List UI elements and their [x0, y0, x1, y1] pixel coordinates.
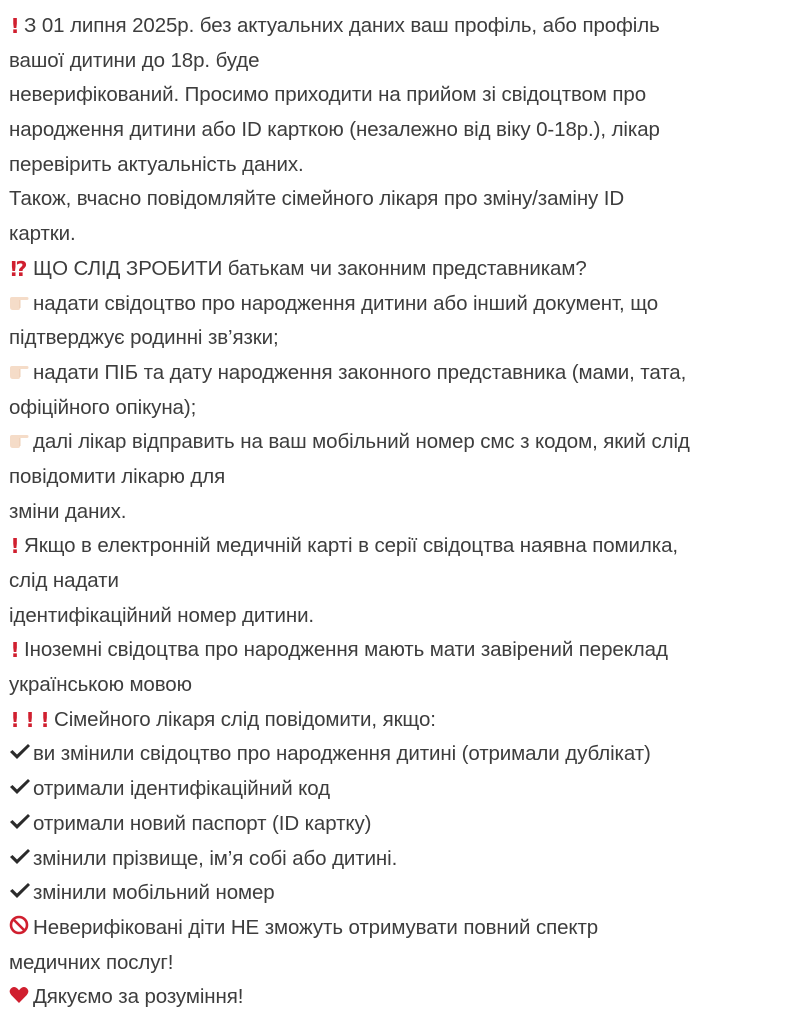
paragraph-line: картки.: [9, 222, 76, 246]
list-item: надати ПІБ та дату народження законного представника (мами, тата,: [9, 356, 804, 391]
red-exclamation-icon: !: [10, 534, 20, 559]
paragraph-line: українською мовою: [9, 673, 192, 697]
paragraph-line: народження дитини або ID карткою (незалежно від віку 0-18р.), лікар: [9, 118, 660, 142]
list-item-continued: повідомити лікарю для: [9, 464, 226, 488]
check-mark-icon: [9, 743, 29, 761]
red-exclamation-icon: !: [10, 14, 20, 38]
check-mark-icon: [9, 882, 29, 900]
warning-line: медичних послуг!: [9, 950, 174, 974]
paragraph-line: вашої дитини до 18р. буде: [9, 48, 260, 72]
check-mark-icon: [9, 778, 29, 796]
red-exclamation-icon: !: [40, 707, 50, 732]
paragraph-line: ! Якщо в електронній медичній карті в серії свідоцтва наявна помилка,: [9, 529, 804, 564]
checklist-item: отримали новий паспорт (ID картку): [9, 807, 804, 842]
red-heart-icon: [9, 986, 29, 1004]
checklist-item: ви змінили свідоцтво про народження дитині (отримали дублікат): [9, 737, 804, 772]
check-mark-icon: [9, 813, 29, 831]
paragraph-line: перевірить актуальність даних.: [9, 152, 304, 176]
pointing-right-hand-icon: [9, 431, 29, 449]
section-heading: ! ! ! Сімейного лікаря слід повідомити, якщо:: [9, 703, 804, 738]
red-exclamation-icon: !: [10, 707, 20, 732]
paragraph-line: слід надати: [9, 569, 119, 592]
paragraph-line: Також, вчасно повідомляйте сімейного лікаря про зміну/заміну ID: [9, 187, 625, 211]
section-heading: ⁉ ЩО СЛІД ЗРОБИТИ батькам чи законним представникам?: [9, 252, 804, 287]
closing-line: Дякуємо за розуміння!: [9, 980, 804, 1015]
check-mark-icon: [9, 848, 29, 866]
list-item: надати свідоцтво про народження дитини або інший документ, що: [9, 287, 804, 322]
warning-line: Неверифіковані діти НЕ зможуть отримувати повний спектр: [9, 911, 804, 946]
list-item-continued: зміни даних.: [9, 499, 127, 523]
pointing-right-hand-icon: [9, 293, 29, 311]
list-item-continued: офіційного опікуна);: [9, 395, 197, 419]
red-exclamation-icon: !: [10, 638, 20, 663]
paragraph-line: ідентифікаційний номер дитини.: [9, 603, 315, 627]
checklist-item: змінили мобільний номер: [9, 876, 804, 911]
no-entry-icon: [9, 915, 29, 935]
red-interrobang-icon: ⁉: [10, 256, 28, 281]
announcement-text: [9, 9, 804, 1015]
paragraph-line: неверифікований. Просимо приходити на прийом зі свідоцтвом про: [9, 83, 647, 107]
paragraph-line: ! З 01 липня 2025р. без актуальних даних ваш профіль, або профіль: [9, 9, 804, 44]
pointing-right-hand-icon: [9, 362, 29, 380]
checklist-item: змінили прізвище, ім’я собі або дитині.: [9, 842, 804, 877]
list-item-continued: підтверджує родинні зв’язки;: [9, 326, 279, 350]
red-exclamation-icon: !: [25, 707, 35, 732]
checklist-item: отримали ідентифікаційний код: [9, 772, 804, 807]
paragraph-line: ! Іноземні свідоцтва про народження мають мати завірений переклад: [9, 633, 804, 668]
list-item: далі лікар відправить на ваш мобільний номер смс з кодом, який слід: [9, 425, 804, 460]
